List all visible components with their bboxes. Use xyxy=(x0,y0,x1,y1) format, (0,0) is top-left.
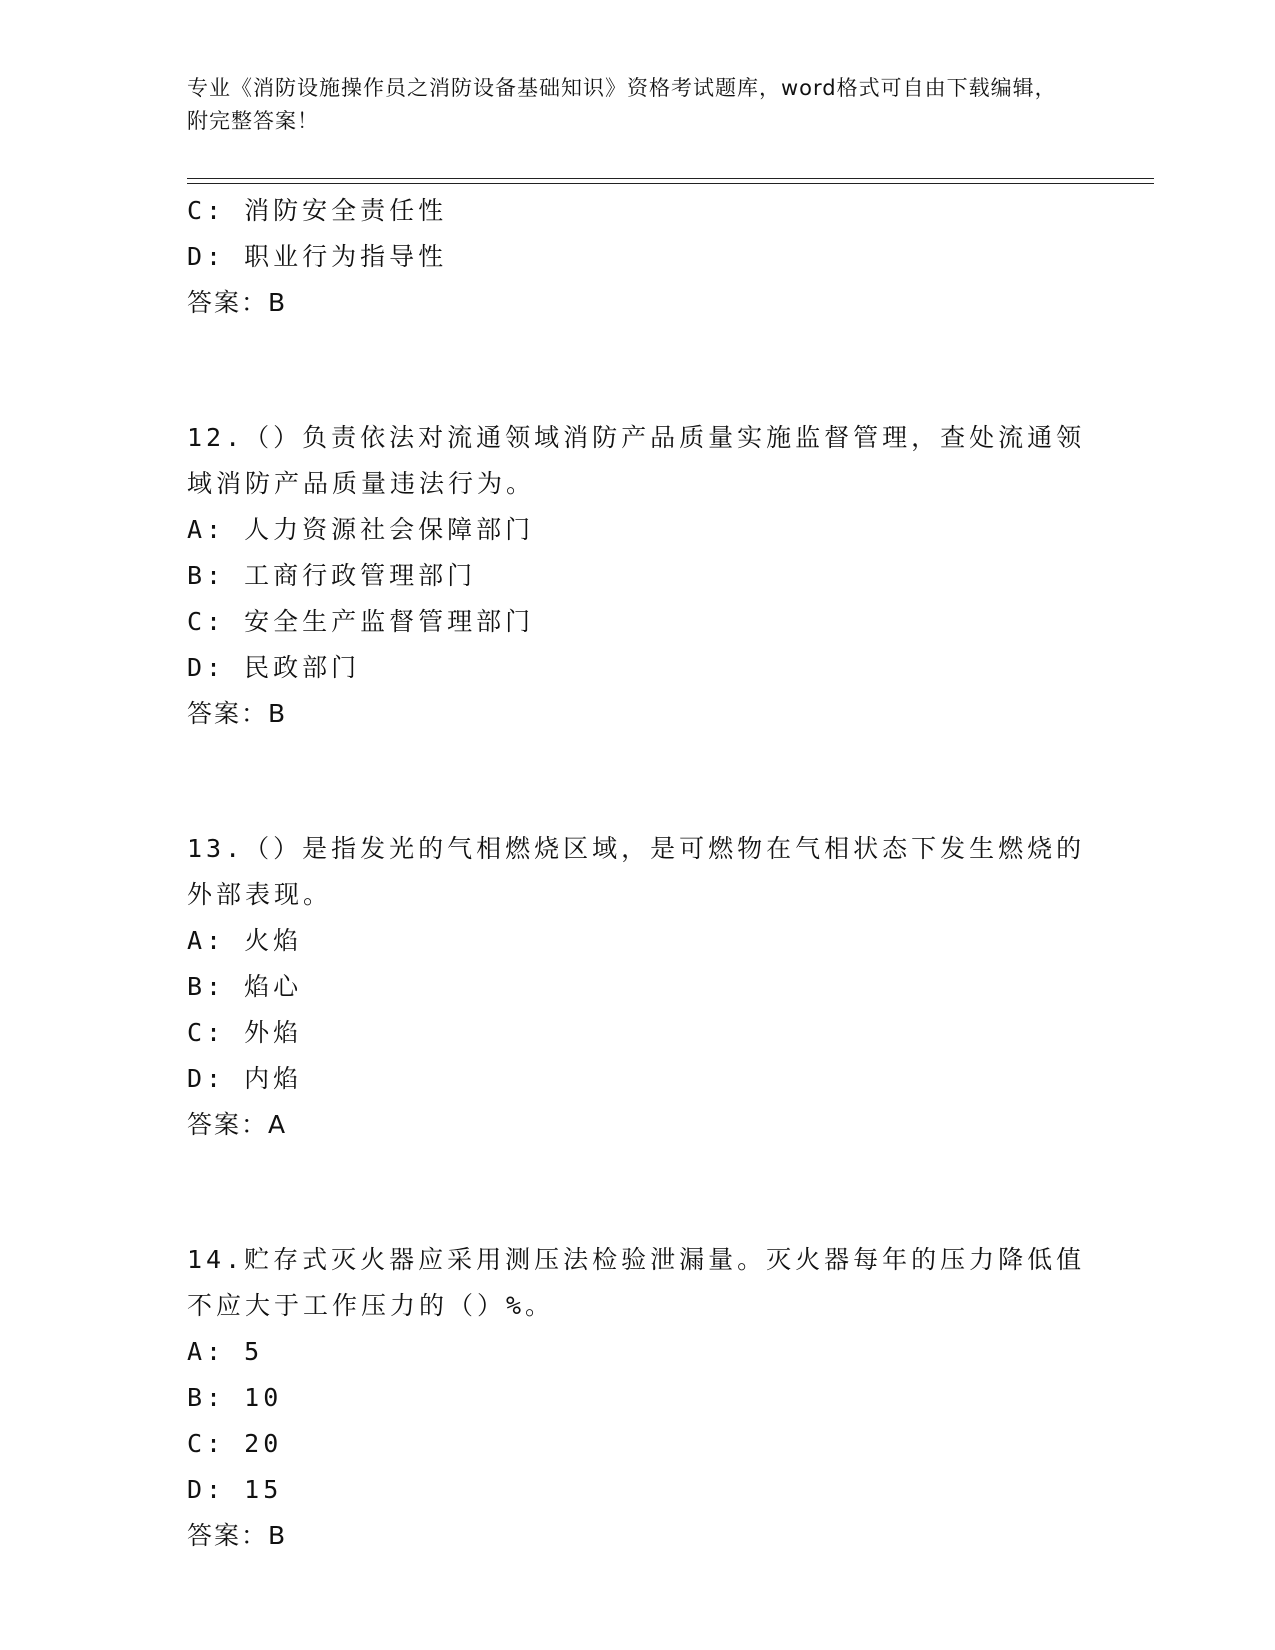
option-a: A: 5 xyxy=(187,1337,264,1366)
option-c: C: 消防安全责任性 xyxy=(187,196,448,225)
option-b: B: 焰心 xyxy=(187,972,303,1001)
option-d: D: 职业行为指导性 xyxy=(187,242,448,271)
page-header: 专业《消防设施操作员之消防设备基础知识》资格考试题库，word格式可自由下载编辑，附完整答案！ xyxy=(187,76,1057,133)
question-stem-line: 12.（）负责依法对流通领域消防产品质量实施监督管理，查处流通领 xyxy=(187,423,1086,452)
option-a: A: 人力资源社会保障部门 xyxy=(187,515,535,544)
option-c: C: 安全生产监督管理部门 xyxy=(187,607,535,636)
question-13 xyxy=(187,826,1087,1148)
option-b: B: 工商行政管理部门 xyxy=(187,561,477,590)
question-content xyxy=(187,188,1087,1559)
option-d: D: 内焰 xyxy=(187,1064,303,1093)
question-spacer xyxy=(187,1148,1087,1237)
header-divider-bottom xyxy=(187,183,1154,184)
question-12 xyxy=(187,415,1087,737)
option-d: D: 15 xyxy=(187,1475,283,1504)
question-stem-line: 外部表现。 xyxy=(187,880,333,909)
question-stem-line: 不应大于工作压力的（）%。 xyxy=(187,1291,555,1320)
option-c: C: 20 xyxy=(187,1429,283,1458)
header-divider-top xyxy=(187,178,1154,179)
question-spacer xyxy=(187,326,1087,415)
option-c: C: 外焰 xyxy=(187,1018,303,1047)
prev-question-block xyxy=(187,188,1087,326)
question-spacer xyxy=(187,737,1087,826)
question-14 xyxy=(187,1237,1087,1559)
answer-line: 答案：B xyxy=(187,699,288,728)
answer-line: 答案：A xyxy=(187,1110,288,1139)
answer-line: 答案：B xyxy=(187,1521,288,1550)
option-d: D: 民政部门 xyxy=(187,653,361,682)
answer-line: 答案：B xyxy=(187,288,288,317)
question-stem-line: 域消防产品质量违法行为。 xyxy=(187,469,536,498)
option-a: A: 火焰 xyxy=(187,926,303,955)
question-stem-line: 14.贮存式灭火器应采用测压法检验泄漏量。灭火器每年的压力降低值 xyxy=(187,1245,1086,1274)
option-b: B: 10 xyxy=(187,1383,283,1412)
question-stem-line: 13.（）是指发光的气相燃烧区域，是可燃物在气相状态下发生燃烧的 xyxy=(187,834,1086,863)
